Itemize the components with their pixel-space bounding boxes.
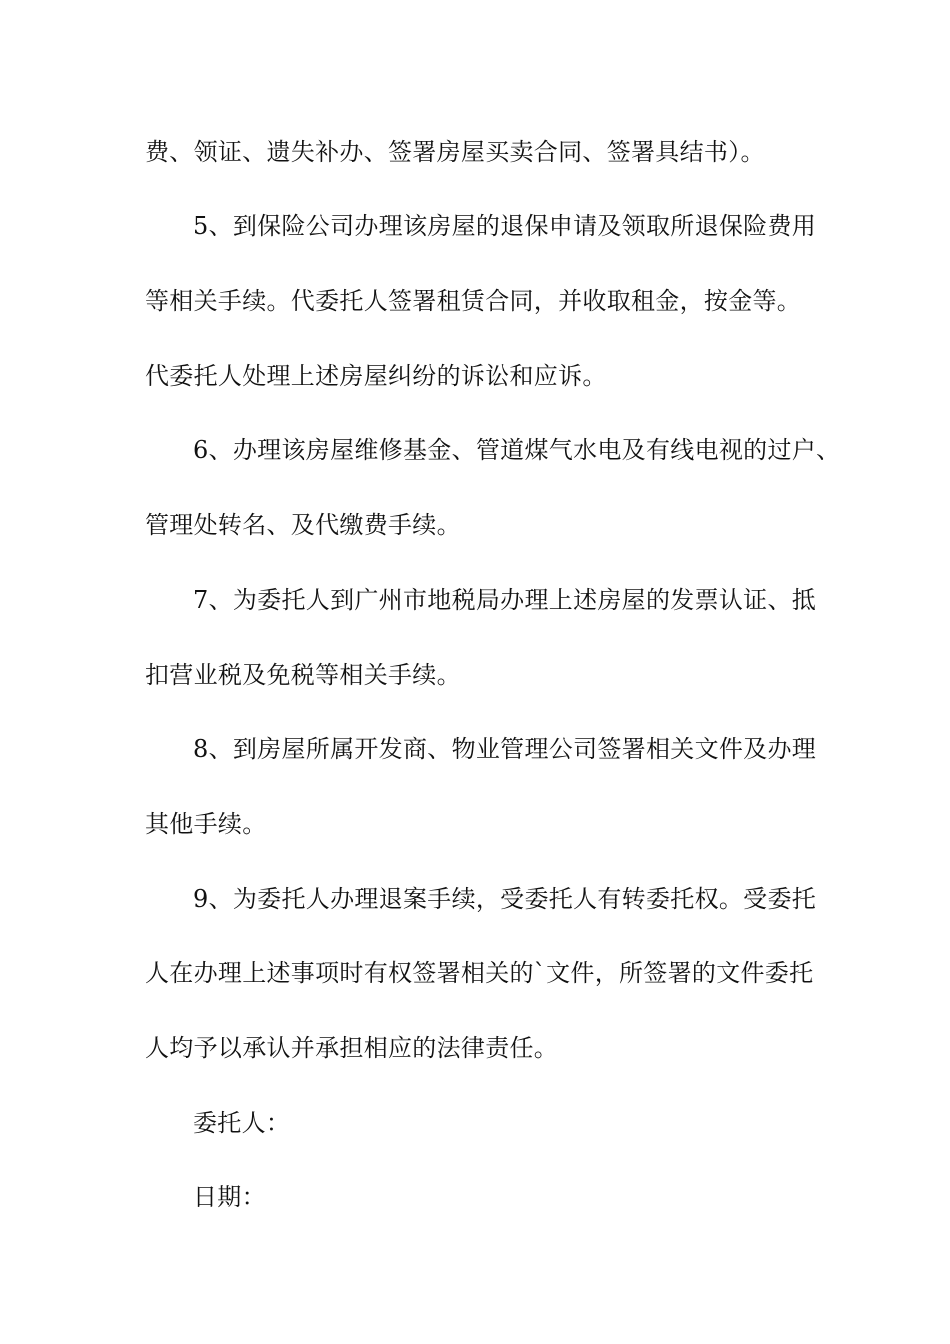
- principal-signature-label: 委托人：: [193, 1109, 291, 1137]
- paragraph-line: 费、领证、遗失补办、签署房屋买卖合同、签署具结书）。: [145, 138, 765, 166]
- paragraph-line: 其他手续。: [145, 810, 267, 838]
- paragraph-line: 等相关手续。代委托人签署租赁合同，并收取租金，按金等。: [145, 287, 802, 315]
- paragraph-line: 7、为委托人到广州市地税局办理上述房屋的发票认证、抵: [193, 586, 817, 614]
- paragraph-line: 6、办理该房屋维修基金、管道煤气水电及有线电视的过户、: [193, 436, 841, 464]
- paragraph-line: 代委托人处理上述房屋纠纷的诉讼和应诉。: [145, 362, 607, 390]
- paragraph-line: 管理处转名、及代缴费手续。: [145, 511, 461, 539]
- paragraph-line: 扣营业税及免税等相关手续。: [145, 661, 461, 689]
- date-label: 日期：: [193, 1183, 266, 1211]
- paragraph-line: 人均予以承认并承担相应的法律责任。: [145, 1034, 559, 1062]
- paragraph-line: 8、到房屋所属开发商、物业管理公司签署相关文件及办理: [193, 735, 817, 763]
- paragraph-line: 人在办理上述事项时有权签署相关的`文件，所签署的文件委托: [145, 959, 814, 987]
- paragraph-line: 9、为委托人办理退案手续，受委托人有转委托权。受委托: [193, 885, 817, 913]
- paragraph-line: 5、到保险公司办理该房屋的退保申请及领取所退保险费用: [193, 212, 817, 240]
